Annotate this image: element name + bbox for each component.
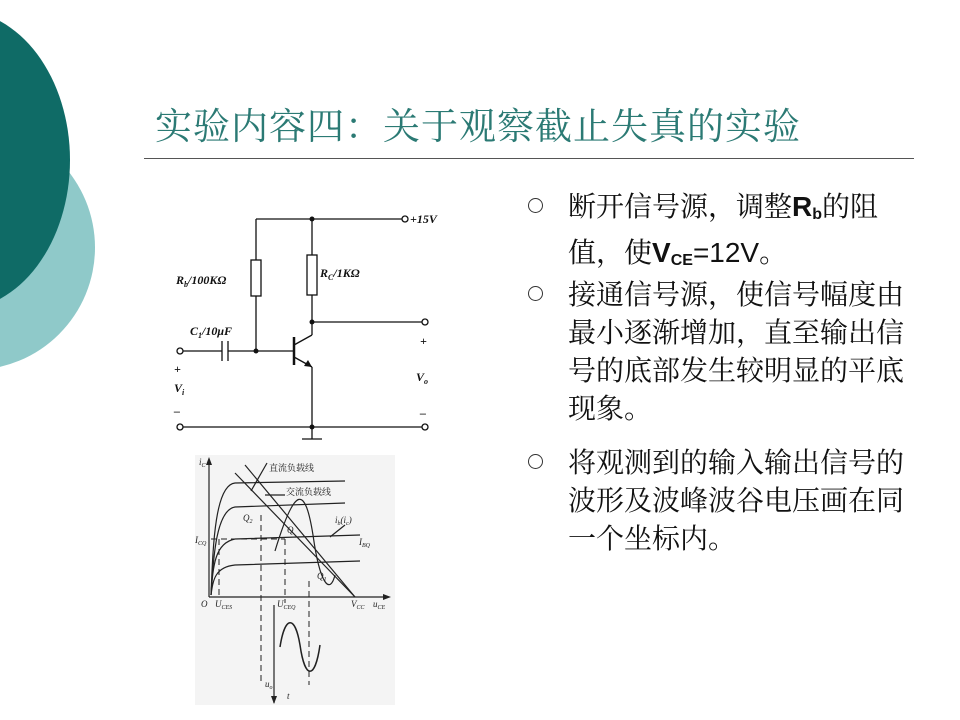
ibq-label: $I_{BQ}$ [359,537,370,549]
bullet-text: 接通信号源，使信号幅度由最小逐渐增加，直至输出信号的底部发生较明显的平底现象。 [568,278,905,425]
slide-title: 实验内容四：关于观察截止失真的实验 [155,105,801,148]
c1-label: $C_1/10\mu F$ [190,324,233,340]
q-label: Q [287,525,294,535]
vo-label: $V_o$ [416,370,429,386]
vcc-label: +15V [410,212,437,226]
ic-axis-label: $i_C$ [199,457,206,469]
dc-load-line-label: 直流负载线 [269,463,315,473]
q2-label: $Q_2$ [243,513,253,525]
bullet-item [528,188,930,280]
uceq-label: $U_{CEQ}$ [277,599,296,611]
vo-plus: + [420,334,427,348]
bullet-item [528,444,930,558]
ac-load-line-label: 交流负载线 [286,487,332,497]
bullet-circle-icon [528,454,543,469]
uces-label: $U_{CES}$ [215,599,233,611]
vi-minus: – [174,404,180,418]
rb-label: $R_b/100K\Omega$ [176,273,227,289]
uo-label: $u_o$ [265,679,273,691]
origin-label: O [201,599,208,609]
bullet-circle-icon [528,198,543,213]
amplifier-circuit-diagram [170,205,450,455]
vi-label: $V_i$ [174,381,185,397]
bullet-item [528,276,930,428]
ib-ic-label: $i_b(i_c)$ [335,515,352,527]
bullet-text: 断开信号源，调整Rb的阻值，使VCE=12V。 [568,190,879,269]
bullet-circle-icon [528,286,543,301]
load-line-graph [195,455,395,705]
q1-label: $Q_1$ [317,571,327,583]
t-axis-label: t [287,691,290,701]
rc-label: $R_C/1K\Omega$ [320,266,360,282]
uce-axis-label: $u_{CE}$ [373,599,386,611]
title-divider [144,158,914,159]
vi-plus: + [174,362,181,376]
bullet-text: 将观测到的输入输出信号的波形及波峰波谷电压画在同一个坐标内。 [568,446,905,555]
vo-minus: – [420,406,426,420]
icq-label: $I_{CQ}$ [195,535,207,547]
vcc-axis-label: $V_{CC}$ [351,599,365,611]
